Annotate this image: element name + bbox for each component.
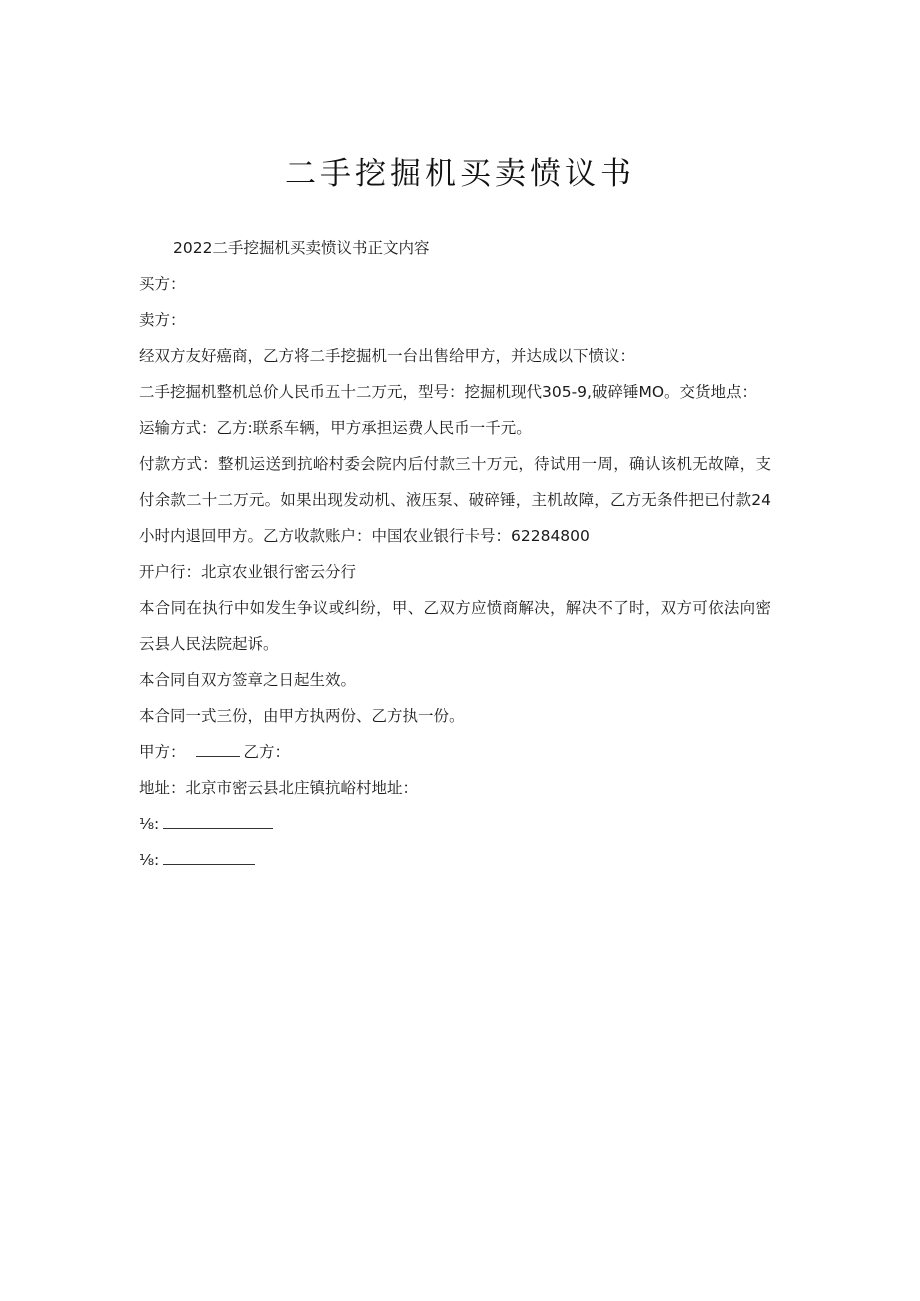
party-signature-line: [139, 734, 771, 770]
party-a-label: 甲方：: [139, 743, 186, 761]
page-title: 二手挖掘机买卖愤议书: [285, 156, 635, 192]
sign-line-1-blank: [163, 814, 273, 829]
buyer-label: 买方：: [139, 275, 186, 293]
party-b-label: 乙方：: [243, 743, 291, 761]
sign-line-1: [139, 806, 771, 842]
party-a-blank: [196, 742, 240, 757]
dispute-clause: 本合同在执行中如发生争议或纠纷，甲、乙双方应愤商解决，解决不了时，双方可依法向密云县人民法院起诉。: [139, 599, 771, 653]
seller-label: 卖方：: [139, 311, 186, 329]
effective-clause: 本合同自双方签章之日起生效。: [139, 671, 357, 689]
price-clause: 二手挖掘机整机总价人民币五十二万元，型号：挖掘机现代305-9,破碎锤MO。交货地点：: [139, 383, 758, 401]
intro-paragraph: 经双方友好癌商，乙方将二手挖掘机一台出售给甲方，并达成以下愤议：: [139, 347, 636, 365]
sign-line-2: [139, 842, 771, 878]
document-body: [139, 230, 771, 878]
copies-clause: 本合同一式三份，由甲方执两份、乙方执一份。: [139, 707, 465, 725]
sign-line-2-blank: [163, 850, 255, 865]
sign-line-2-label: ⅛:: [139, 851, 160, 869]
subtitle: 2022二手挖掘机买卖愤议书正文内容: [173, 239, 430, 257]
payment-clause: 付款方式：整机运送到抗峪村委会院内后付款三十万元，待试用一周，确认该机无故障，支付余款二十二万元。如果出现发动机、液压泵、破碎锤，主机故障，乙方无条件把已付款24小时内退回甲方。乙方收款账户：中国农业银行卡号：62284800: [139, 455, 771, 545]
bank-clause: 开户行：北京农业银行密云分行: [139, 563, 357, 581]
transport-clause: 运输方式：乙方:联系车辆，甲方承担运费人民币一千元。: [139, 419, 532, 437]
address-line: 地址：北京市密云县北庄镇抗峪村地址：: [139, 779, 419, 797]
sign-line-1-label: ⅛:: [139, 815, 160, 833]
